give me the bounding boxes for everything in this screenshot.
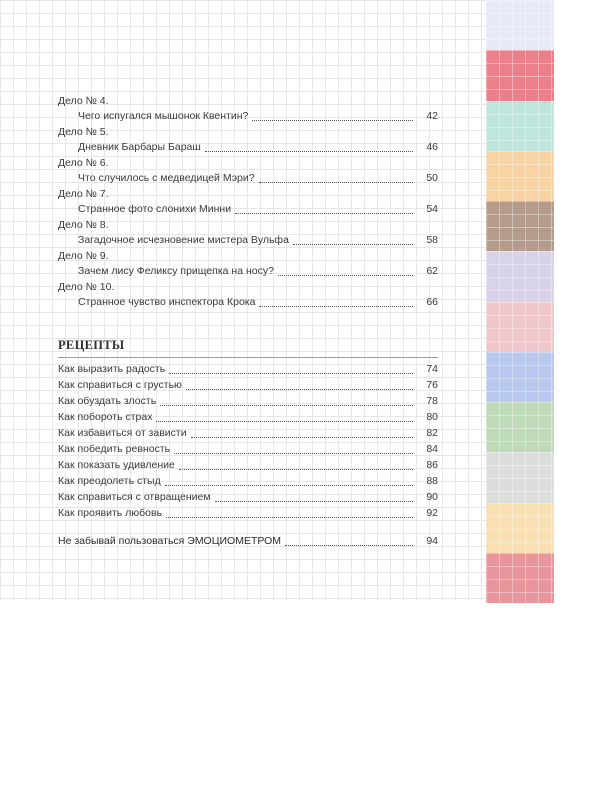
case-row [58,171,438,186]
dot-leader [278,274,413,276]
color-tab [486,302,554,352]
page-number: 76 [426,379,438,391]
recipe-title: Как побороть страх [58,411,153,423]
color-tab [486,251,554,301]
case-title: Чего испугался мышонок Квентин? [78,110,249,122]
recipe-title: Как обуздать злость [58,395,157,407]
case-row [58,109,438,124]
case-title: Странное чувство инспектора Крока [78,296,256,308]
case-label: Дело № 6. [58,157,109,169]
recipe-entry[interactable] [58,457,438,473]
dot-leader [186,388,413,390]
dot-leader [165,484,413,486]
recipes-heading: РЕЦЕПТЫ [58,338,125,352]
case-label: Дело № 7. [58,188,109,200]
recipe-entry[interactable] [58,425,438,441]
case-title: Зачем лису Феликсу прищепка на носу? [78,265,274,277]
page-number: 80 [426,411,438,423]
final-entry-title: Не забывай пользоваться ЭМОЦИОМЕТРОМ [58,535,282,547]
table-of-contents [58,0,438,549]
emotiometer-entry[interactable] [58,533,438,549]
color-tab [486,452,554,502]
dot-leader [191,436,413,438]
color-tab [486,151,554,201]
page-number: 82 [426,427,438,439]
case-row [58,264,438,279]
page-number: 66 [426,296,438,308]
page-number: 94 [426,535,438,547]
recipe-entry[interactable] [58,393,438,409]
dot-leader [259,181,413,183]
case-label: Дело № 8. [58,219,109,231]
case-entry[interactable] [58,156,438,186]
recipe-entry[interactable] [58,409,438,425]
color-tab [486,402,554,452]
case-entry[interactable] [58,187,438,217]
dot-leader [166,516,413,518]
page-number: 50 [426,172,438,184]
case-label: Дело № 4. [58,95,109,107]
recipe-entry[interactable] [58,489,438,505]
page-number: 88 [426,475,438,487]
color-tab-strip [486,0,554,603]
case-row [58,140,438,155]
case-title: Странное фото слонихи Минни [78,203,232,215]
recipe-title: Как выразить радость [58,363,166,375]
dot-leader [205,150,413,152]
page-number: 58 [426,234,438,246]
dot-leader [235,212,413,214]
color-tab [486,50,554,100]
recipe-title: Как преодолеть стыд [58,475,161,487]
page-number: 42 [426,110,438,122]
case-entry[interactable] [58,94,438,124]
page-number: 74 [426,363,438,375]
case-title: Загадочное исчезновение мистера Вульфа [78,234,289,246]
dot-leader [179,468,413,470]
recipe-title: Как справиться с грустью [58,379,182,391]
case-label: Дело № 9. [58,250,109,262]
case-row [58,233,438,248]
page-number: 90 [426,491,438,503]
recipe-title: Как победить ревность [58,443,171,455]
dot-leader [169,372,413,374]
color-tab [486,352,554,402]
color-tab [486,0,554,50]
top-spacer [58,0,438,94]
case-label: Дело № 10. [58,281,115,293]
case-entry[interactable] [58,218,438,248]
case-row [58,202,438,217]
recipe-entry[interactable] [58,505,438,521]
recipe-title: Как избавиться от зависти [58,427,187,439]
dot-leader [160,404,413,406]
page-number: 86 [426,459,438,471]
dot-leader [285,544,413,546]
dot-leader [156,420,413,422]
case-title: Дневник Барбары Бараш [78,141,201,153]
case-entry[interactable] [58,125,438,155]
dot-leader [293,243,413,245]
dot-leader [174,452,413,454]
recipe-entry[interactable] [58,377,438,393]
recipe-title: Как показать удивление [58,459,175,471]
dot-leader [215,500,413,502]
page-number: 84 [426,443,438,455]
color-tab [486,503,554,553]
case-title: Что случилось с медведицей Мэри? [78,172,255,184]
dot-leader [259,305,413,307]
recipe-entry[interactable] [58,473,438,489]
case-entry[interactable] [58,280,438,310]
page-number: 54 [426,203,438,215]
color-tab [486,101,554,151]
case-entry[interactable] [58,249,438,279]
page-number: 46 [426,141,438,153]
case-label: Дело № 5. [58,126,109,138]
dot-leader [252,119,413,121]
recipe-entry[interactable] [58,441,438,457]
color-tab [486,201,554,251]
color-tab [486,553,554,603]
section-divider [58,357,438,358]
page-number: 92 [426,507,438,519]
recipe-title: Как справиться с отвращением [58,491,211,503]
case-row [58,295,438,310]
recipe-entry[interactable] [58,361,438,377]
final-spacer [58,521,438,533]
page-number: 62 [426,265,438,277]
recipe-title: Как проявить любовь [58,507,163,519]
section-spacer [58,311,438,338]
page-number: 78 [426,395,438,407]
